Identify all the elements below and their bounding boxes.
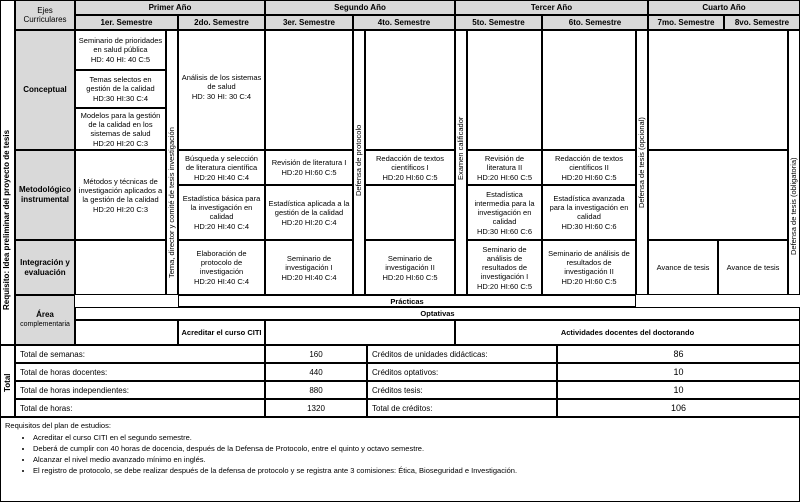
semester-3-header: 3er. Semestre [265, 15, 353, 30]
totals-side-label: Total [3, 373, 12, 392]
year-4-header: Cuarto Año [648, 0, 800, 15]
requirements-list [5, 433, 795, 475]
total-horas-independientes-label: Total de horas independientes: [15, 381, 265, 399]
actividades-band: Actividades docentes del doctorando [455, 320, 800, 345]
requirement-item: • Alcanzar el nivel medio avanzado mínimo en inglés. [33, 455, 795, 464]
course-s4-i1: Seminario de investigación II HD:20 HI:60 C:5 [365, 240, 455, 295]
total-semanas-label: Total de semanas: [15, 345, 265, 363]
empty-s4-c [365, 30, 455, 150]
creditos-optativos-label: Créditos optativos: [367, 363, 557, 381]
course-s2-m1: Búsqueda y selección de literatura científica HD:20 HI:40 C:4 [178, 150, 265, 185]
total-creditos-value: 106 [557, 399, 800, 417]
creditos-ud-label: Créditos de unidades didácticas: [367, 345, 557, 363]
total-horas-docentes-value: 440 [265, 363, 367, 381]
total-horas-docentes-label: Total de horas docentes: [15, 363, 265, 381]
empty-s6-c [542, 30, 636, 150]
blank-area-s1 [75, 320, 178, 345]
row-area-subtitle: complementaria [20, 321, 70, 328]
year-3-header: Tercer Año [455, 0, 648, 15]
semester-8-header: 8vo. Semestre [724, 15, 800, 30]
creditos-tesis-value: 10 [557, 381, 800, 399]
course-s3-m1: Revisión de literatura I HD:20 HI:60 C:5 [265, 150, 353, 185]
tema-label: Tema, director y comité de tesis investigación [167, 127, 176, 278]
course-s5-i1: Seminario de análisis de resultados de investigación I HD:20 HI:60 C:5 [467, 240, 542, 295]
empty-s1-i [75, 240, 166, 295]
row-area [15, 295, 75, 345]
examen-label: Examen calificador [456, 116, 465, 180]
course-s1-c2: Temas selectos en gestión de la calidad HD:30 HI:30 C:4 [75, 70, 166, 108]
empty-s7-c [648, 30, 788, 150]
total-semanas-value: 160 [265, 345, 367, 363]
course-s7-i1: Avance de tesis [648, 240, 718, 295]
course-s2-c1: Análisis de los sistemas de salud HD: 30 HI: 30 C:4 [178, 30, 265, 150]
course-s2-i1: Elaboración de protocolo de investigación HD:20 HI:40 C:4 [178, 240, 265, 295]
empty-s7-m [648, 150, 788, 240]
year-2-header: Segundo Año [265, 0, 455, 15]
requirement-item: • Acreditar el curso CITI en el segundo semestre. [33, 433, 795, 442]
semester-4-header: 4to. Semestre [353, 15, 455, 30]
empty-s4-m2 [365, 185, 455, 240]
row-conceptual: Conceptual [15, 30, 75, 150]
course-s8-i1: Avance de tesis [718, 240, 788, 295]
ejes-header: Ejes Curriculares [15, 0, 75, 30]
course-s3-i1: Seminario de investigación I HD:20 HI:40 C:4 [265, 240, 353, 295]
creditos-optativos-value: 10 [557, 363, 800, 381]
course-s2-m2: Estadística básica para la investigación en calidad HD:20 HI:40 C:4 [178, 185, 265, 240]
course-s4-m1: Redacción de textos científicos I HD:20 HI:60 C:5 [365, 150, 455, 185]
course-s6-m2: Estadística avanzada para la investigación en calidad HD:30 HI:60 C:6 [542, 185, 636, 240]
semester-1-header: 1er. Semestre [75, 15, 178, 30]
optativas-band: Optativas [75, 307, 800, 320]
requirements-box [0, 417, 800, 502]
defensa-protocolo-label: Defensa de protocolo [354, 124, 363, 196]
blank-area-s3 [265, 320, 455, 345]
course-s6-i1: Seminario de análisis de resultados de investigación II HD:20 HI:60 C:5 [542, 240, 636, 295]
total-horas-label: Total de horas: [15, 399, 265, 417]
total-creditos-label: Total de créditos: [367, 399, 557, 417]
practicas-band: Prácticas [178, 295, 636, 307]
course-s5-m2: Estadística intermedia para la investigación en calidad HD:30 HI:60 C:6 [467, 185, 542, 240]
course-s1-c3: Modelos para la gestión de la calidad en los sistemas de salud HD:20 HI:20 C:3 [75, 108, 166, 150]
requirement-item: • El registro de protocolo, se debe realizar después de la defensa de protocolo y se registra ante 3 comisiones: Ética, Bioseguridad e Investigación. [33, 466, 795, 475]
year-1-header: Primer Año [75, 0, 265, 15]
total-horas-independientes-value: 880 [265, 381, 367, 399]
defensa-obligatoria-label: Defensa de tesis (obligatoria) [789, 157, 798, 255]
course-s1-c1: Seminario de prioridades en salud pública HD: 40 HI: 40 C:5 [75, 30, 166, 70]
course-s5-m1: Revisión de literatura II HD:20 HI:60 C:5 [467, 150, 542, 185]
empty-s5-c [467, 30, 542, 150]
requirements-title: Requisitos del plan de estudios: [5, 421, 111, 430]
creditos-tesis-label: Créditos tesis: [367, 381, 557, 399]
empty-s3-c [265, 30, 353, 150]
creditos-ud-value: 86 [557, 345, 800, 363]
requirement-item: • Deberá de cumplir con 40 horas de docencia, después de la Defensa de Protocolo, entre el quinto y octavo semestre. [33, 444, 795, 453]
row-metodologico: Metodológico instrumental [15, 150, 75, 240]
row-integracion: Integración y evaluación [15, 240, 75, 295]
defensa-opcional-label: Defensa de tesis (opcional) [637, 117, 646, 208]
semester-2-header: 2do. Semestre [178, 15, 265, 30]
course-s1-m1: Métodos y técnicas de investigación aplicados a la gestión de la calidad HD:20 HI:20 C:3 [75, 150, 166, 240]
semester-7-header: 7mo. Semestre [648, 15, 724, 30]
side-label: Requisito: Idea preliminar del proyecto de tesis [2, 129, 11, 310]
course-s3-m2: Estadística aplicada a la gestión de la calidad HD:20 HI:20 C:4 [265, 185, 353, 240]
semester-5-header: 5to. Semestre [455, 15, 542, 30]
semester-6-header: 6to. Semestre [542, 15, 648, 30]
course-s6-m1: Redacción de textos científicos II HD:20 HI:60 C:5 [542, 150, 636, 185]
total-horas-value: 1320 [265, 399, 367, 417]
row-area-title: Área [36, 310, 54, 319]
citi-band: Acreditar el curso CITI [178, 320, 265, 345]
